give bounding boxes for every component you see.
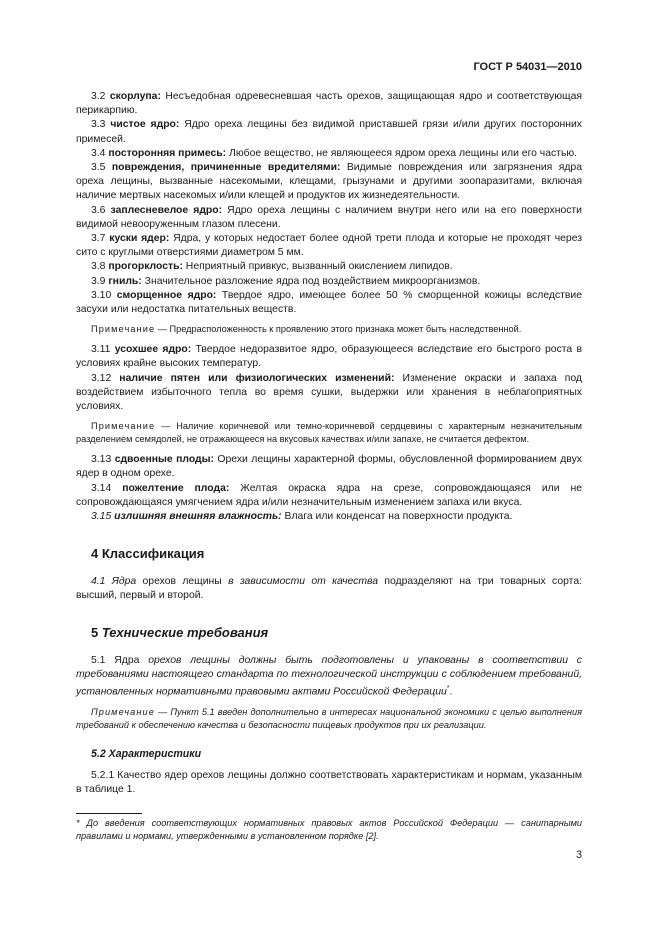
subsection-5-2-heading: 5.2 Характеристики [91,747,202,760]
paragraph-5-2-1: 5.2.1 Качество ядер орехов лещины должно соответствовать характеристикам и нормам, указанным в таблице 1. [76,769,582,795]
definition-3-3: 3.3 чистое ядро: Ядро ореха лещины без видимой приставшей грязи и/или других посторонних примесей. [76,119,582,145]
footnote: * До введения соответствующих нормативных правовых актов Российской Федерации — санитарными правилами и нормами, утвержденными в установленном порядке [2]. [76,818,582,841]
definition-3-9: 3.9 гниль: Значительное разложение ядра под воздействием микроорганизмов. [91,275,481,287]
section-4-heading: 4 Классификация [91,546,205,562]
main-content [76,90,582,797]
definition-3-10: 3.10 сморщенное ядро: Твердое ядро, имеющее более 50 % сморщенной кожицы вследствие засухи или недостатка питательных веществ. [76,289,583,316]
definition-3-15: 3.15 излишняя внешняя влажность: Влага или конденсат на поверхности продукта. [91,511,513,523]
note-1: Примечание — Предрасположенность к проявлению этого признака может быть наследственной. [91,324,522,335]
document-code: ГОСТ Р 54031—2010 [473,61,582,73]
page-number: 3 [576,849,582,861]
definition-3-13: 3.13 сдвоенные плоды: Орехи лещины характерной формы, обусловленной формированием двух ядер в одном орехе. [76,454,582,480]
paragraph-4-1: 4.1 Ядра орехов лещины в зависимости от качества подразделяют на три товарных сорта: высший, первый и второй. [76,576,582,602]
definition-3-12: 3.12 наличие пятен или физиологических изменений: Изменение окраски и запаха под воздействием избыточного тепла во время сушки, выдержки или хранения в неблагоприятных условиях. [76,372,582,413]
definition-3-11: 3.11 усохшее ядро: Твердое недоразвитое ядро, образующееся вследствие его быстрого роста в условиях крайне высоких температур. [76,344,582,370]
definition-3-5: 3.5 повреждения, причиненные вредителями: Видимые повреждения или загрязнения ядра ореха лещины, вызванные насекомыми, клещами, грызунами и другими зоопаразитами, включая наличие мертвых насекомых и/или клещей и продуктов их жизнедеятельности. [76,162,582,202]
definition-3-7: 3.7 куски ядер: Ядра, у которых недостает более одной трети плода и которые не проходят через сито с круглыми отверстиями диаметром 5 мм. [76,233,583,259]
note-2: Примечание — Наличие коричневой или темно-коричневой сердцевины с характерным незначительным разделением семядолей, не отражающееся на вкусовых качествах и/или запахе, не считается дефектом. [76,421,582,445]
section-5-heading: 5 Технические требования [91,624,269,640]
definition-3-8: 3.8 прогорклость: Неприятный привкус, вызванный окислением липидов. [91,261,453,273]
definition-3-14: 3.14 пожелтение плода: Желтая окраска ядра на срезе, сопровождающаяся или не сопровождающаяся умягчением ядра и/или незначительным изменением запаха или вкуса. [76,482,583,508]
definition-3-6: 3.6 заплесневелое ядро: Ядро ореха лещины с наличием внутри него или на его поверхности видимой невооруженным глазом плесени. [76,204,582,230]
definition-3-4: 3.4 посторонняя примесь: Любое вещество, не являющееся ядром ореха лещины или его частью. [91,147,578,159]
note-3: Примечание — Пункт 5.1 введен дополнительно в интересах национальной экономики с целью выполнения требований к обеспечению качества и безопасности пищевых продуктов при их реализации. [76,706,582,730]
paragraph-5-1: 5.1 Ядра орехов лещины должны быть подготовлены и упакованы в соответствии с требованиями настоящего стандарта по технологической инструкции с соблюдением требований, установленных нормативными правовыми актами Российской Федерации*. [76,654,583,698]
definition-3-2: 3.2 скорлупа: Несъедобная одревесневшая часть орехов, защищающая ядро и соответствующая перикарпию. [76,91,583,117]
footnote-divider [76,813,142,814]
